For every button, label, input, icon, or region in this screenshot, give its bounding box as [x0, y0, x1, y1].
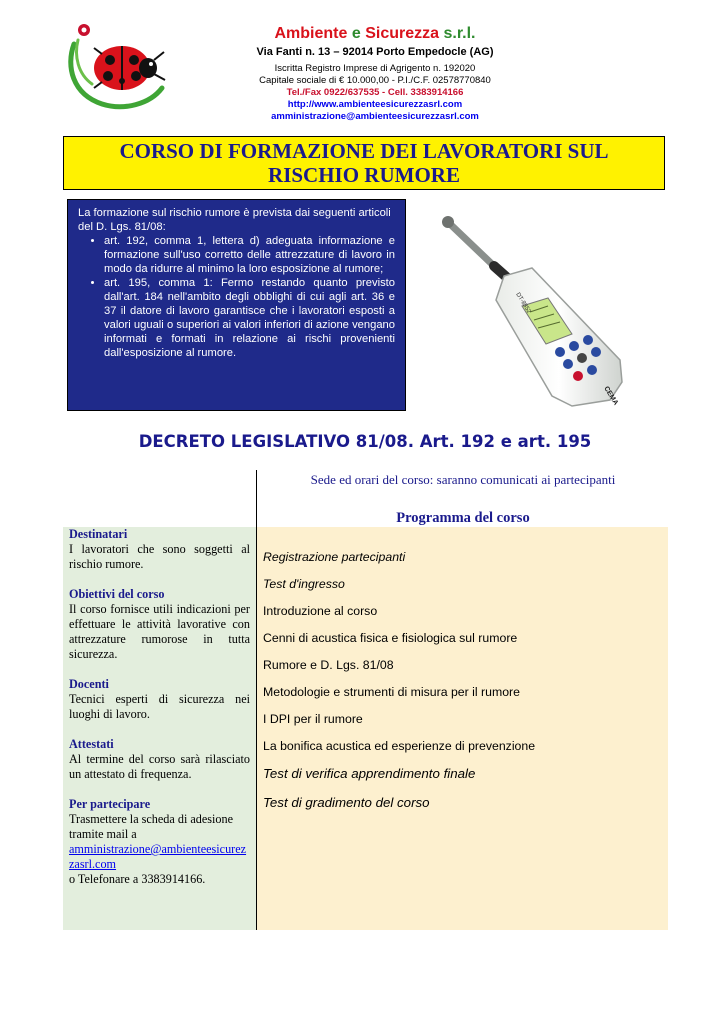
- company-registry: Iscritta Registro Imprese di Agrigento n. 192020: [274, 63, 476, 74]
- programma-item: Cenni di acustica fisica e fisiologica sul rumore: [263, 631, 518, 645]
- programma-item: I DPI per il rumore: [263, 712, 363, 726]
- sede-orari: Sede ed orari del corso: saranno comunicati ai partecipanti: [310, 472, 616, 487]
- company-name-sicurezza: Sicurezza: [365, 25, 440, 42]
- attestati-text: Al termine del corso sarà rilasciato un attestato di frequenza.: [69, 752, 250, 781]
- obiettivi-section: [69, 587, 250, 662]
- company-phone: Tel./Fax 0922/637535 - Cell. 3383914166: [286, 87, 464, 98]
- legal-info-list: [78, 234, 395, 360]
- destinatari-text: I lavoratori che sono soggetti al rischio rumore.: [69, 542, 250, 571]
- partecipare-section: [69, 797, 250, 887]
- docenti-heading: Docenti: [69, 677, 109, 691]
- programma-item: Introduzione al corso: [263, 604, 378, 618]
- legal-info-box: [67, 199, 406, 411]
- destinatari-heading: Destinatari: [69, 527, 128, 541]
- docenti-section: [69, 677, 250, 722]
- obiettivi-text: Il corso fornisce utili indicazioni per effettuare le attività lavorative con attrezzature rumorose in tutta sicurezza.: [69, 602, 250, 661]
- legal-info-intro: La formazione sul rischio rumore è prevista dai seguenti articoli del D. Lgs. 81/08:: [78, 207, 391, 233]
- company-name: [200, 24, 550, 44]
- company-website-link[interactable]: http://www.ambienteesicurezzasrl.com: [287, 99, 463, 110]
- programma-title: Programma del corso: [396, 510, 530, 526]
- programma-item: La bonifica acustica ed esperienze di prevenzione: [263, 739, 536, 753]
- destinatari-section: [69, 527, 250, 572]
- company-name-ambiente: Ambiente: [274, 25, 348, 42]
- company-name-e: e: [351, 25, 361, 42]
- meter-brand-label: CEMA: [602, 385, 620, 407]
- programma-item: Metodologie e strumenti di misura per il rumore: [263, 685, 520, 699]
- docenti-text: Tecnici esperti di sicurezza nei luoghi di lavoro.: [69, 692, 250, 721]
- partecipare-text: Trasmettere la scheda di adesione tramite mail a: [69, 812, 234, 841]
- programma-column: [257, 527, 668, 930]
- attestati-section: [69, 737, 250, 782]
- course-title-line1: CORSO DI FORMAZIONE DEI LAVORATORI SUL: [119, 139, 609, 163]
- course-title-line2: RISCHIO RUMORE: [268, 163, 460, 187]
- course-title: [119, 139, 608, 187]
- company-address: Via Fanti n. 13 – 92014 Porto Empedocle (AG): [256, 46, 494, 58]
- programma-item: Test di verifica apprendimento finale: [263, 766, 476, 781]
- company-capital: Capitale sociale di € 10.000,00 - P.I./C.F. 02578770840: [259, 75, 491, 86]
- company-name-srl: s.r.l.: [443, 25, 476, 42]
- legal-info-bullet: • art. 192, comma 1, lettera d) adeguata informazione e formazione sull'uso corretto delle attrezzature di lavoro in modo da ridurre al minimo la loro esposizione al rumore;: [104, 234, 395, 276]
- course-details-column: [63, 527, 256, 930]
- partecipare-heading: Per partecipare: [69, 797, 151, 811]
- sound-level-meter-image: [432, 210, 652, 410]
- programma-item: Test d'ingresso: [263, 577, 345, 591]
- partecipare-phone: o Telefonare a 3383914166.: [69, 872, 206, 886]
- ladybug-logo: [62, 16, 172, 116]
- course-title-box: [63, 136, 665, 190]
- legal-info-bullet: • art. 195, comma 1: Fermo restando quanto previsto dall'art. 184 nell'ambito degli obblighi di cui agli art. 36 e 37 il datore di lavoro garantisce che i lavoratori esposti a valori uguali o superiori ai valori inferiori di azione vengano informati e formati in relazione ai rischi provenienti dall'esposizione al rumore.: [104, 276, 395, 360]
- partecipare-email-link[interactable]: amministrazione@ambienteesicurezzasrl.com: [69, 842, 247, 871]
- company-header: [200, 24, 550, 123]
- attestati-heading: Attestati: [69, 737, 114, 751]
- obiettivi-heading: Obiettivi del corso: [69, 587, 165, 601]
- company-email-link[interactable]: amministrazione@ambienteesicurezzasrl.com: [271, 111, 479, 122]
- programma-item: Rumore e D. Lgs. 81/08: [263, 658, 394, 672]
- decreto-heading: DECRETO LEGISLATIVO 81/08. Art. 192 e art. 195: [138, 432, 592, 451]
- programma-item: Test di gradimento del corso: [263, 795, 430, 810]
- programma-item: Registrazione partecipanti: [263, 550, 406, 564]
- meter-model-label: DT-8852: [514, 291, 532, 315]
